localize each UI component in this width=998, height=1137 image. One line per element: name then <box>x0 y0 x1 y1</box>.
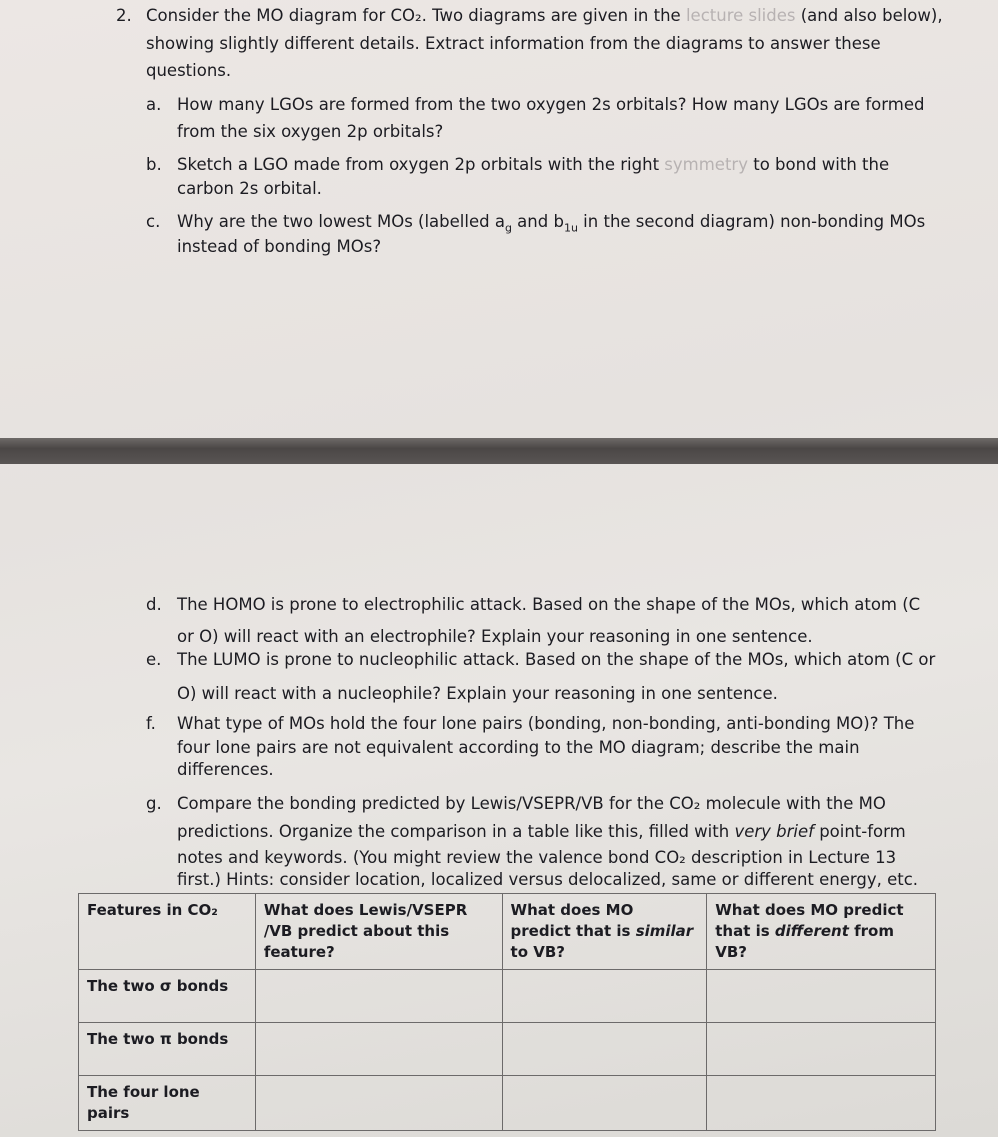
part-f-line-1: What type of MOs hold the four lone pairs (bonding, non-bonding, anti-bonding MO)? The <box>177 714 915 733</box>
header-lewis-vsepr-vb: What does Lewis/VSEPR /VB predict about this feature? <box>255 894 502 970</box>
answer-cell[interactable] <box>707 1076 936 1131</box>
part-d-line-2: or O) will react with an electrophile? Explain your reasoning in one sentence. <box>177 627 813 646</box>
answer-cell[interactable] <box>502 970 707 1023</box>
part-g-label: g. <box>146 794 162 813</box>
answer-cell[interactable] <box>707 1023 936 1076</box>
table-row <box>79 1076 936 1131</box>
answer-cell[interactable] <box>707 970 936 1023</box>
part-c-line-1: Why are the two lowest MOs (labelled $a_g$ and $b_{1u}$ in the second diagram) non-bonding MOs <box>177 212 926 235</box>
page-fold-divider <box>0 438 998 464</box>
part-a-line-2: from the six oxygen 2p orbitals? <box>177 122 444 141</box>
intro-line-2: showing slightly different details. Extract information from the diagrams to answer these <box>146 34 881 53</box>
table-header-row <box>79 894 936 970</box>
answer-cell[interactable] <box>502 1076 707 1131</box>
part-c-label: c. <box>146 212 161 231</box>
answer-cell[interactable] <box>255 970 502 1023</box>
part-e-line-1: The LUMO is prone to nucleophilic attack. Based on the shape of the MOs, which atom (C or <box>177 650 936 669</box>
part-e-line-2: O) will react with a nucleophile? Explain your reasoning in one sentence. <box>177 684 778 703</box>
part-a-line-1: How many LGOs are formed from the two oxygen 2s orbitals? How many LGOs are formed <box>177 95 925 114</box>
part-c-line-2: instead of bonding MOs? <box>177 237 382 256</box>
answer-cell[interactable] <box>255 1076 502 1131</box>
row-label-lone-pairs: The four lone pairs <box>79 1076 256 1131</box>
intro-line-3: questions. <box>146 61 232 80</box>
part-g-line-1: Compare the bonding predicted by Lewis/VSEPR/VB for the CO₂ molecule with the MO <box>177 794 886 813</box>
part-a-label: a. <box>146 95 162 114</box>
row-label-sigma-bonds: The two σ bonds <box>79 970 256 1023</box>
answer-cell[interactable] <box>502 1023 707 1076</box>
part-g-line-4: first.) Hints: consider location, localized versus delocalized, same or different energy, etc. <box>177 870 919 889</box>
part-e-label: e. <box>146 650 162 669</box>
table-row <box>79 970 936 1023</box>
answer-cell[interactable] <box>255 1023 502 1076</box>
header-mo-different: What does MO predict that is different from VB? <box>707 894 936 970</box>
part-b-line-1: Sketch a LGO made from oxygen 2p orbitals with the right symmetry to bond with the <box>177 155 890 174</box>
part-f-line-3: differences. <box>177 760 274 779</box>
part-b-line-2: carbon 2s orbital. <box>177 179 322 198</box>
part-d-label: d. <box>146 595 162 614</box>
part-g-line-2: predictions. Organize the comparison in a table like this, filled with very brief point-form <box>177 822 906 841</box>
header-mo-similar: What does MO predict that is similar to VB? <box>502 894 707 970</box>
question-number: 2. <box>116 6 132 25</box>
row-label-pi-bonds: The two π bonds <box>79 1023 256 1076</box>
part-g-line-3: notes and keywords. (You might review the valence bond CO₂ description in Lecture 13 <box>177 848 897 867</box>
part-b-label: b. <box>146 155 162 174</box>
part-f-line-2: four lone pairs are not equivalent according to the MO diagram; describe the main <box>177 738 860 757</box>
table-row <box>79 1023 936 1076</box>
part-f-label: f. <box>146 714 156 733</box>
comparison-table <box>78 893 936 1131</box>
part-d-line-1: The HOMO is prone to electrophilic attack. Based on the shape of the MOs, which atom (C <box>177 595 921 614</box>
header-features: Features in CO₂ <box>79 894 256 970</box>
intro-line-1: Consider the MO diagram for CO₂. Two diagrams are given in the lecture slides (and also below), <box>146 6 943 25</box>
